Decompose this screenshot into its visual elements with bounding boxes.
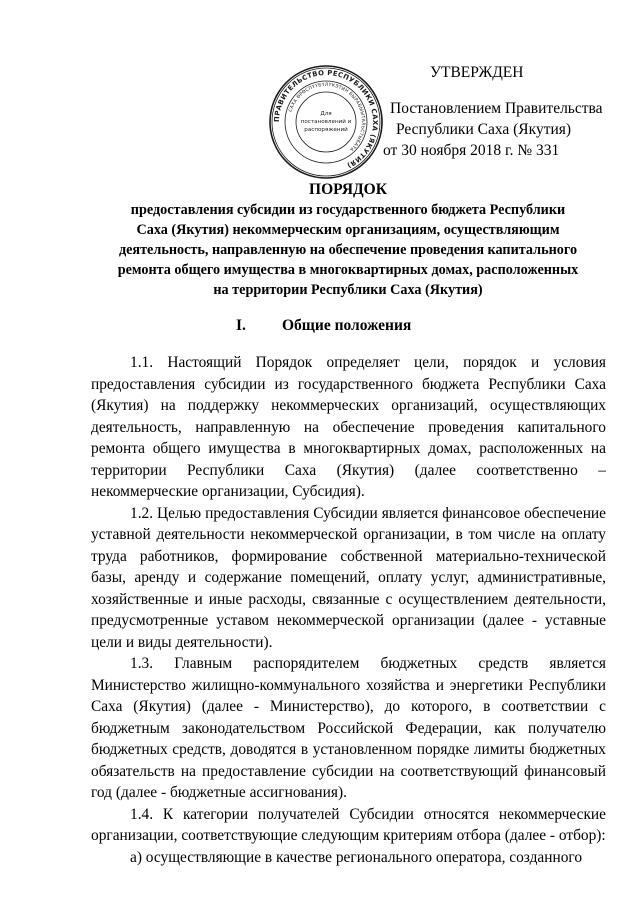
document-body [91, 352, 606, 868]
title-line: Саха (Якутия) некоммерческим организациям, осуществляющим [136, 222, 560, 238]
paragraph: 1.2. Целью предоставления Субсидии является финансовое обеспечение уставной деятельности некоммерческой организации, в том числе на оплату труда работников, формирование собственной материально-технической базы, аренду и содержание помещений, оплату услуг, административные, хозяйственные и иные расходы, связанные с осуществлением деятельности, предусмотренные уставом некоммерческой организации (далее - уставные цели и виды деятельности). [91, 504, 606, 651]
seal-center-line: распоряжений [304, 127, 348, 133]
title-line: деятельность, направленную на обеспечение проведения капитального [118, 242, 578, 258]
section-heading [0, 317, 640, 337]
paragraph: 1.1. Настоящий Порядок определяет цели, порядок и условия предоставления субсидии из государственного бюджета Республики Саха (Якутия) на поддержку некоммерческих организаций, осуществляющих деятельность, направленную на обеспечение проведения капитального ремонта общего имущества в многоквартирных домах, расположенных на территории Республики Саха (Якутия) (далее соответственно – некоммерческие организации, Субсидия). [91, 354, 606, 500]
document-title [88, 180, 608, 300]
seal-center-line: постановлений и [300, 119, 352, 125]
section-number: I. [236, 317, 246, 334]
section-title: Общие положения [282, 317, 412, 334]
paragraph: а) осуществляющие в качестве регионального оператора, созданного [130, 848, 583, 866]
approval-line: Республики Саха (Якутия) [396, 121, 572, 138]
approval-line: от 30 ноября 2018 г. № 331 [383, 142, 560, 159]
seal-center-line: Для [320, 111, 332, 117]
official-seal-stamp [268, 64, 384, 180]
title-line: предоставления субсидии из государственного бюджета Республики [130, 202, 566, 218]
approval-line: Постановлением Правительства [390, 100, 603, 117]
title-line: на территории Республики Саха (Якутия) [213, 282, 483, 298]
approval-heading: УТВЕРЖДЕН [430, 64, 524, 81]
seal-inner-text: САХА ӨРӨСПҮҮБҮЛҮКЭТИН БЫРАБЫЫТАЛЬСТЫБАТА [288, 82, 366, 152]
paragraph: 1.3. Главным распорядителем бюджетных средств является Министерство жилищно-коммунального хозяйства и энергетики Республики Саха (Якутия) (далее - Министерство), до которого, в соответствии с бюджетным законодательством Российской Федерации, как получателю бюджетных средств, доводятся в установленном порядке лимиты бюджетных обязательств на предоставление субсидии на соответствующий финансовый год (далее - бюджетные ассигнования). [91, 655, 606, 801]
title-line: ремонта общего имущества в многоквартирных домах, расположенных [117, 262, 579, 278]
title-heading: ПОРЯДОК [309, 181, 387, 198]
paragraph: 1.4. К категории получателей Субсидии относятся некоммерческие организации, соответствующие следующим критериям отбора (далее - отбор): [91, 805, 606, 844]
seal-outer-text: ПРАВИТЕЛЬСТВО РЕСПУБЛИКИ САХА (ЯКУТИЯ) [272, 68, 380, 170]
